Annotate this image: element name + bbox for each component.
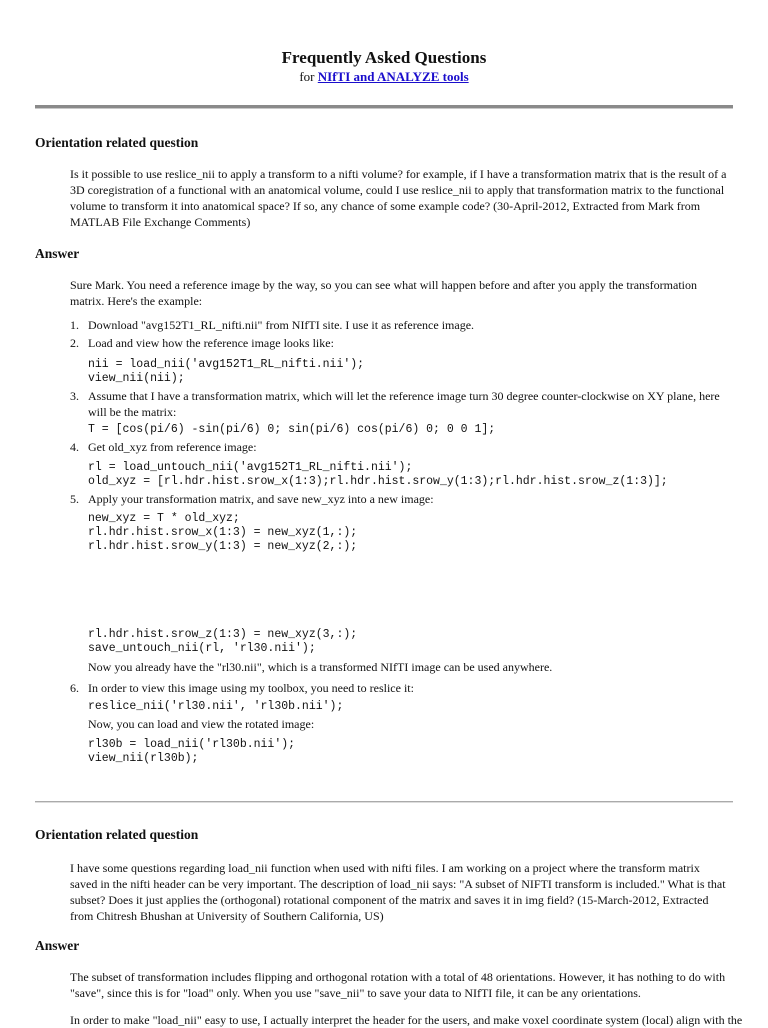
step-text: Load and view how the reference image looks like: bbox=[88, 336, 334, 350]
question-text: Is it possible to use reslice_nii to apply a transform to a nifti volume? for example, if I have a transformation matrix that is the result of a 3D coregistration of a functional with an anatomical volume, could I use reslice_nii to apply that transformation matrix to the functional volume to transform it into anatomical space? If so, any chance of some example code? (30-April-2012, Extracted from Mark from MATLAB File Exchange Comments) bbox=[70, 167, 727, 229]
page-title: Frequently Asked Questions bbox=[281, 48, 487, 67]
answer-heading: Answer bbox=[35, 246, 80, 261]
step-number: 6. bbox=[70, 681, 79, 695]
question-heading: Orientation related question bbox=[35, 827, 199, 842]
answer-paragraph: The subset of transformation includes flipping and orthogonal rotation with a total of 48 orientations. However, it has nothing to do with "save", since this is for "load" only. When you use "save_nii" to save your data to NIfTI file, it can be any orientations. bbox=[70, 970, 726, 1000]
step-number: 1. bbox=[70, 318, 79, 332]
step-text: Assume that I have a transformation matrix, which will let the reference image turn 30 degree counter-clockwise on XY plane, here will be the matrix: bbox=[88, 389, 720, 419]
question-text: I have some questions regarding load_nii function when used with nifti files. I am working on a project where the transform matrix saved in the nifti header can be very important. The description of load_nii says: "A subset of NIFTI transform is included." What is that subset? Does it just applies the (orthogonal) rotational component of the matrix and saves it in img field? (15-March-2012, Extracted from Chitresh Bhushan at University of Southern California, US) bbox=[70, 861, 726, 923]
step-text: Download "avg152T1_RL_nifti.nii" from NIfTI site. I use it as reference image. bbox=[88, 318, 475, 332]
page-subtitle bbox=[0, 69, 768, 85]
step-text: In order to view this image using my toolbox, you need to reslice it: bbox=[88, 681, 414, 695]
code-block: rl.hdr.hist.srow_z(1:3) = new_xyz(3,:); save_untouch_nii(rl, 'rl30.nii'); bbox=[88, 628, 358, 655]
subtitle-prefix: for bbox=[299, 69, 315, 84]
code-block: rl = load_untouch_nii('avg152T1_RL_nifti.nii'); old_xyz = [rl.hdr.hist.srow_x(1:3);rl.hdr.hist.srow_y(1:3);rl.hdr.hist.srow_z(1:3)]; bbox=[88, 461, 668, 488]
step-note: Now, you can load and view the rotated image: bbox=[88, 717, 315, 731]
step-number: 5. bbox=[70, 492, 79, 506]
step-number: 3. bbox=[70, 389, 79, 403]
step-number: 4. bbox=[70, 440, 79, 454]
code-block: T = [cos(pi/6) -sin(pi/6) 0; sin(pi/6) cos(pi/6) 0; 0 0 1]; bbox=[88, 423, 496, 436]
step-note: Now you already have the "rl30.nii", which is a transformed NIfTI image can be used anywhere. bbox=[88, 660, 553, 674]
step-text: Apply your transformation matrix, and save new_xyz into a new image: bbox=[88, 492, 434, 506]
code-block: reslice_nii('rl30.nii', 'rl30b.nii'); bbox=[88, 700, 344, 713]
divider bbox=[35, 801, 733, 803]
code-block: new_xyz = T * old_xyz; rl.hdr.hist.srow_x(1:3) = new_xyz(1,:); rl.hdr.hist.srow_y(1:3) = new_xyz(2,:); bbox=[88, 512, 358, 553]
question-heading: Orientation related question bbox=[35, 135, 199, 150]
step-text: Get old_xyz from reference image: bbox=[88, 440, 257, 454]
answer-paragraph: In order to make "load_nii" easy to use, I actually interpret the header for the users, and make voxel coordinate system (local) align with the bbox=[70, 1013, 743, 1027]
answer-intro: Sure Mark. You need a reference image by the way, so you can see what will happen before and after you apply the transformation matrix. Here's the example: bbox=[70, 278, 698, 308]
nifti-tools-link[interactable]: NIfTI and ANALYZE tools bbox=[317, 69, 469, 84]
code-block: rl30b = load_nii('rl30b.nii'); view_nii(rl30b); bbox=[88, 738, 296, 765]
code-block: nii = load_nii('avg152T1_RL_nifti.nii'); view_nii(nii); bbox=[88, 358, 365, 385]
step-number: 2. bbox=[70, 336, 79, 350]
divider bbox=[35, 105, 733, 109]
answer-heading: Answer bbox=[35, 938, 80, 953]
